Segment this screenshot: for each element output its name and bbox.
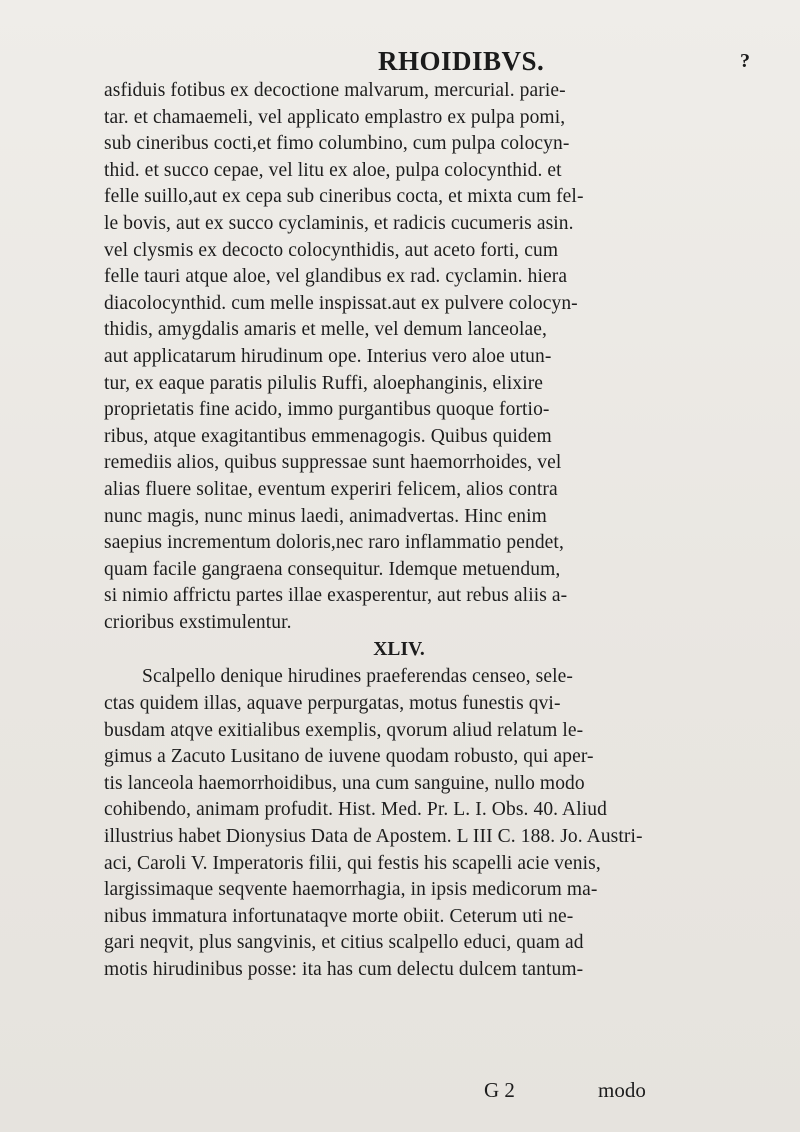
text-line: crioribus exstimulentur. bbox=[104, 611, 292, 633]
text-line: le bovis, aut ex succo cyclaminis, et radicis cucumeris asin. bbox=[104, 212, 574, 234]
text-line: thid. et succo cepae, vel litu ex aloe, pulpa colocynthid. et bbox=[104, 159, 562, 181]
text-line: diacolocynthid. cum melle inspissat.aut ex pulvere colocyn- bbox=[104, 292, 578, 314]
text-body bbox=[104, 78, 674, 984]
signature-mark: G 2 bbox=[484, 1078, 515, 1102]
text-line: felle suillo,aut ex cepa sub cineribus cocta, et mixta cum fel- bbox=[104, 186, 584, 208]
text-line: cohibendo, animam profudit. Hist. Med. Pr. L. I. Obs. 40. Aliud bbox=[104, 799, 607, 821]
text-line: largissimaque seqvente haemorrhagia, in ipsis medicorum ma- bbox=[104, 879, 598, 901]
text-line: illustrius habet Dionysius Data de Apostem. L III C. 188. Jo. Austri- bbox=[104, 826, 643, 848]
text-line: asfiduis fotibus ex decoctione malvarum, mercurial. parie- bbox=[104, 80, 566, 101]
text-line: aci, Caroli V. Imperatoris filii, qui festis his scapelli acie venis, bbox=[104, 852, 601, 874]
text-line: motis hirudinibus posse: ita has cum delectu dulcem tantum- bbox=[104, 959, 584, 980]
text-line: ctas quidem illas, aquave perpurgatas, motus funestis qvi- bbox=[104, 693, 561, 715]
text-line: tis lanceola haemorrhoidibus, una cum sanguine, nullo modo bbox=[104, 772, 585, 794]
page-mark: ? bbox=[740, 50, 750, 72]
text-line: ribus, atque exagitantibus emmenagogis. Quibus quidem bbox=[104, 425, 552, 447]
text-line: si nimio affrictu partes illae exasperentur, aut rebus aliis a- bbox=[104, 585, 568, 607]
section-number: XLIV. bbox=[373, 639, 425, 661]
text-line: Scalpello denique hirudines praeferendas censeo, sele- bbox=[142, 666, 573, 688]
text-line: vel clysmis ex decocto colocynthidis, aut aceto forti, cum bbox=[104, 239, 559, 261]
text-line: alias fluere solitae, eventum experiri felicem, alios contra bbox=[104, 478, 558, 500]
text-line: nibus immatura infortunataqve morte obiit. Ceterum uti ne- bbox=[104, 905, 574, 927]
text-line: felle tauri atque aloe, vel glandibus ex rad. cyclamin. hiera bbox=[104, 266, 568, 288]
text-line: gari neqvit, plus sangvinis, et citius scalpello educi, quam ad bbox=[104, 932, 584, 954]
text-line: sub cineribus cocti,et fimo columbino, cum pulpa colocyn- bbox=[104, 133, 570, 155]
text-line: busdam atqve exitialibus exemplis, qvorum aliud relatum le- bbox=[104, 719, 584, 741]
text-line: gimus a Zacuto Lusitano de iuvene quodam robusto, qui aper- bbox=[104, 746, 594, 768]
text-line: tar. et chamaemeli, vel applicato emplastro ex pulpa pomi, bbox=[104, 106, 566, 128]
running-head: RHOIDIBVS. bbox=[378, 46, 545, 76]
text-line: proprietatis fine acido, immo purgantibus quoque fortio- bbox=[104, 399, 550, 421]
text-line: quam facile gangraena consequitur. Idemque metuendum, bbox=[104, 558, 561, 580]
text-line: aut applicatarum hirudinum ope. Interius vero aloe utun- bbox=[104, 345, 552, 367]
text-line: nunc magis, nunc minus laedi, animadvertas. Hinc enim bbox=[104, 505, 547, 527]
text-line: thidis, amygdalis amaris et melle, vel demum lanceolae, bbox=[104, 319, 548, 341]
text-line: tur, ex eaque paratis pilulis Ruffi, aloephanginis, elixire bbox=[104, 372, 544, 394]
catchword: modo bbox=[598, 1078, 646, 1102]
text-line: remediis alios, quibus suppressae sunt haemorrhoides, vel bbox=[104, 452, 562, 474]
text-line: saepius incrementum doloris,nec raro inflammatio pendet, bbox=[104, 532, 564, 554]
